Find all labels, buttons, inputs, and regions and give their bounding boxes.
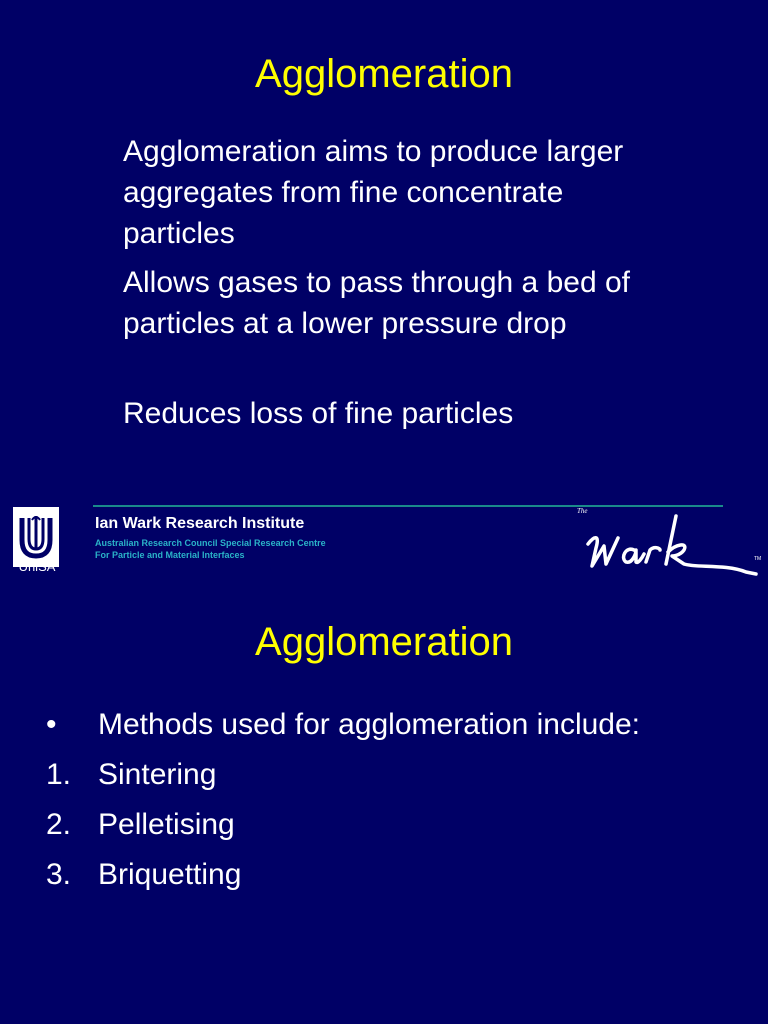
bullet-marker: • — [46, 708, 57, 741]
list-item-text: Methods used for agglomeration include: — [98, 708, 640, 741]
logo-the-label: The — [577, 507, 588, 515]
list-item-text: Pelletising — [98, 808, 235, 841]
unisa-label: UniSA — [18, 559, 56, 574]
wark-signature-logo-icon — [576, 506, 762, 586]
slide-1-paragraph: Reduces loss of fine particles — [123, 397, 514, 430]
institute-subtitle: Australian Research Council Special Research Centre — [95, 538, 326, 548]
institute-subtitle: For Particle and Material Interfaces — [95, 550, 245, 560]
list-item-text: Briquetting — [98, 858, 242, 891]
list-item — [0, 755, 768, 795]
slide-1-paragraph: Agglomeration aims to produce larger aggregates from fine concentrate particles — [123, 135, 624, 250]
slide-1-title: Agglomeration — [255, 52, 513, 96]
institute-banner — [0, 498, 768, 588]
list-item — [0, 705, 768, 745]
list-item — [0, 805, 768, 845]
list-item — [0, 855, 768, 895]
slide-1-paragraph: Allows gases to pass through a bed of particles at a lower pressure drop — [123, 266, 630, 340]
number-marker: 3. — [46, 858, 72, 891]
list-item-text: Sintering — [98, 758, 217, 791]
logo-tm-label: TM — [754, 556, 762, 562]
slide-2-title: Agglomeration — [255, 620, 513, 664]
number-marker: 1. — [46, 758, 72, 791]
institute-name: Ian Wark Research Institute — [95, 515, 305, 532]
number-marker: 2. — [46, 808, 72, 841]
